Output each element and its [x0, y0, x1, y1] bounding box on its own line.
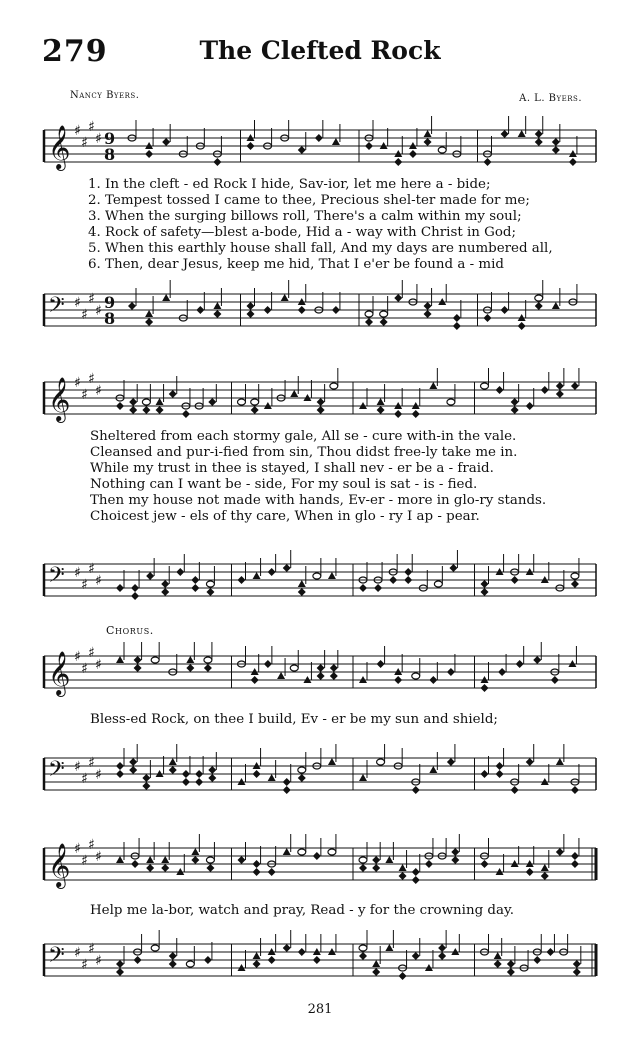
svg-text:𝄞: 𝄞 — [48, 843, 71, 887]
svg-text:𝄞: 𝄞 — [48, 651, 71, 695]
bass-staff-system-3 — [0, 742, 640, 806]
svg-text:♯: ♯ — [95, 303, 102, 319]
hymn-number: 279 — [42, 34, 108, 69]
svg-text:𝄢: 𝄢 — [48, 757, 65, 787]
verse-line-1: 1. In the cleft - ed Rock I hide, Sav-ior, let me here a - bide; — [88, 177, 491, 192]
hymn-title: The Clefted Rock — [199, 36, 441, 65]
page-number: 281 — [307, 1002, 333, 1017]
svg-text:♯: ♯ — [74, 649, 81, 665]
chorus-line-1: Bless-ed Rock, on thee I build, Ev - er be my sun and shield; — [90, 712, 498, 727]
treble-staff-system-2 — [0, 366, 640, 430]
svg-text:♯: ♯ — [95, 849, 102, 865]
svg-text:♯: ♯ — [95, 767, 102, 783]
svg-text:♯: ♯ — [81, 307, 88, 323]
svg-text:♯: ♯ — [88, 561, 95, 577]
svg-text:♯: ♯ — [74, 945, 81, 961]
svg-text:♯: ♯ — [74, 375, 81, 391]
svg-text:♯: ♯ — [81, 771, 88, 787]
treble-staff-system-3 — [0, 640, 640, 704]
svg-text:♯: ♯ — [88, 941, 95, 957]
svg-text:♯: ♯ — [81, 577, 88, 593]
verse-line-3: 3. When the surging billows roll, There's a calm within my soul; — [88, 209, 522, 224]
svg-text:♯: ♯ — [95, 131, 102, 147]
verse-line-2b: Cleansed and pur-i-fied from sin, Thou didst free-ly take me in. — [90, 445, 518, 460]
svg-text:♯: ♯ — [74, 123, 81, 139]
svg-text:♯: ♯ — [88, 119, 95, 135]
verse-line-4b: Nothing can I want be - side, For my soul is sat - is - fied. — [90, 477, 478, 492]
svg-text:9: 9 — [104, 293, 116, 312]
bass-staff-system-1 — [0, 278, 640, 342]
svg-text:𝄞: 𝄞 — [48, 377, 71, 421]
verse-line-6b: Choicest jew - els of thy care, When in glo - ry I ap - pear. — [90, 509, 480, 524]
svg-text:9: 9 — [104, 129, 116, 148]
svg-text:♯: ♯ — [81, 853, 88, 869]
svg-text:♯: ♯ — [74, 565, 81, 581]
svg-text:♯: ♯ — [88, 371, 95, 387]
chorus-label: Chorus. — [106, 624, 154, 637]
bass-staff-system-2 — [0, 548, 640, 612]
svg-text:♯: ♯ — [74, 759, 81, 775]
svg-text:♯: ♯ — [95, 953, 102, 969]
bass-staff-system-4 — [0, 928, 640, 992]
svg-text:♯: ♯ — [81, 661, 88, 677]
verse-block-part-2 — [90, 429, 546, 525]
svg-text:♯: ♯ — [95, 383, 102, 399]
verse-line-1b: Sheltered from each stormy gale, All se - cure with-in the vale. — [90, 429, 517, 444]
svg-text:♯: ♯ — [95, 573, 102, 589]
composer-credit: A. L. Byers. — [519, 93, 582, 104]
verse-line-6: 6. Then, dear Jesus, keep me hid, That I e'er be found a - mid — [88, 257, 504, 272]
svg-text:♯: ♯ — [81, 387, 88, 403]
svg-text:8: 8 — [104, 145, 116, 164]
svg-text:♯: ♯ — [88, 645, 95, 661]
svg-text:♯: ♯ — [95, 657, 102, 673]
svg-text:𝄢: 𝄢 — [48, 293, 65, 323]
verse-line-4: 4. Rock of safety—blest a-bode, Hid a - way with Christ in God; — [88, 225, 516, 240]
verse-line-3b: While my trust in thee is stayed, I shall nev - er be a - fraid. — [90, 461, 494, 476]
lyricist-credit: Nancy Byers. — [70, 90, 140, 101]
svg-text:♯: ♯ — [74, 295, 81, 311]
treble-staff-system-4 — [0, 832, 640, 896]
svg-text:8: 8 — [104, 309, 116, 328]
treble-staff-system-1 — [0, 114, 640, 178]
svg-text:♯: ♯ — [81, 957, 88, 973]
svg-text:𝄞: 𝄞 — [48, 125, 71, 169]
svg-text:𝄢: 𝄢 — [48, 943, 65, 973]
verse-block-part-1 — [88, 177, 553, 273]
verse-line-2: 2. Tempest tossed I came to thee, Precious shel-ter made for me; — [88, 193, 530, 208]
svg-text:♯: ♯ — [74, 841, 81, 857]
svg-text:𝄢: 𝄢 — [48, 563, 65, 593]
svg-text:♯: ♯ — [88, 837, 95, 853]
svg-text:♯: ♯ — [81, 135, 88, 151]
verse-line-5: 5. When this earthly house shall fall, And my days are numbered all, — [88, 241, 553, 256]
verse-line-5b: Then my house not made with hands, Ev-er - more in glo-ry stands. — [90, 493, 547, 508]
svg-text:♯: ♯ — [88, 755, 95, 771]
chorus-line-2: Help me la-bor, watch and pray, Read - y for the crowning day. — [90, 903, 515, 918]
svg-text:♯: ♯ — [88, 291, 95, 307]
